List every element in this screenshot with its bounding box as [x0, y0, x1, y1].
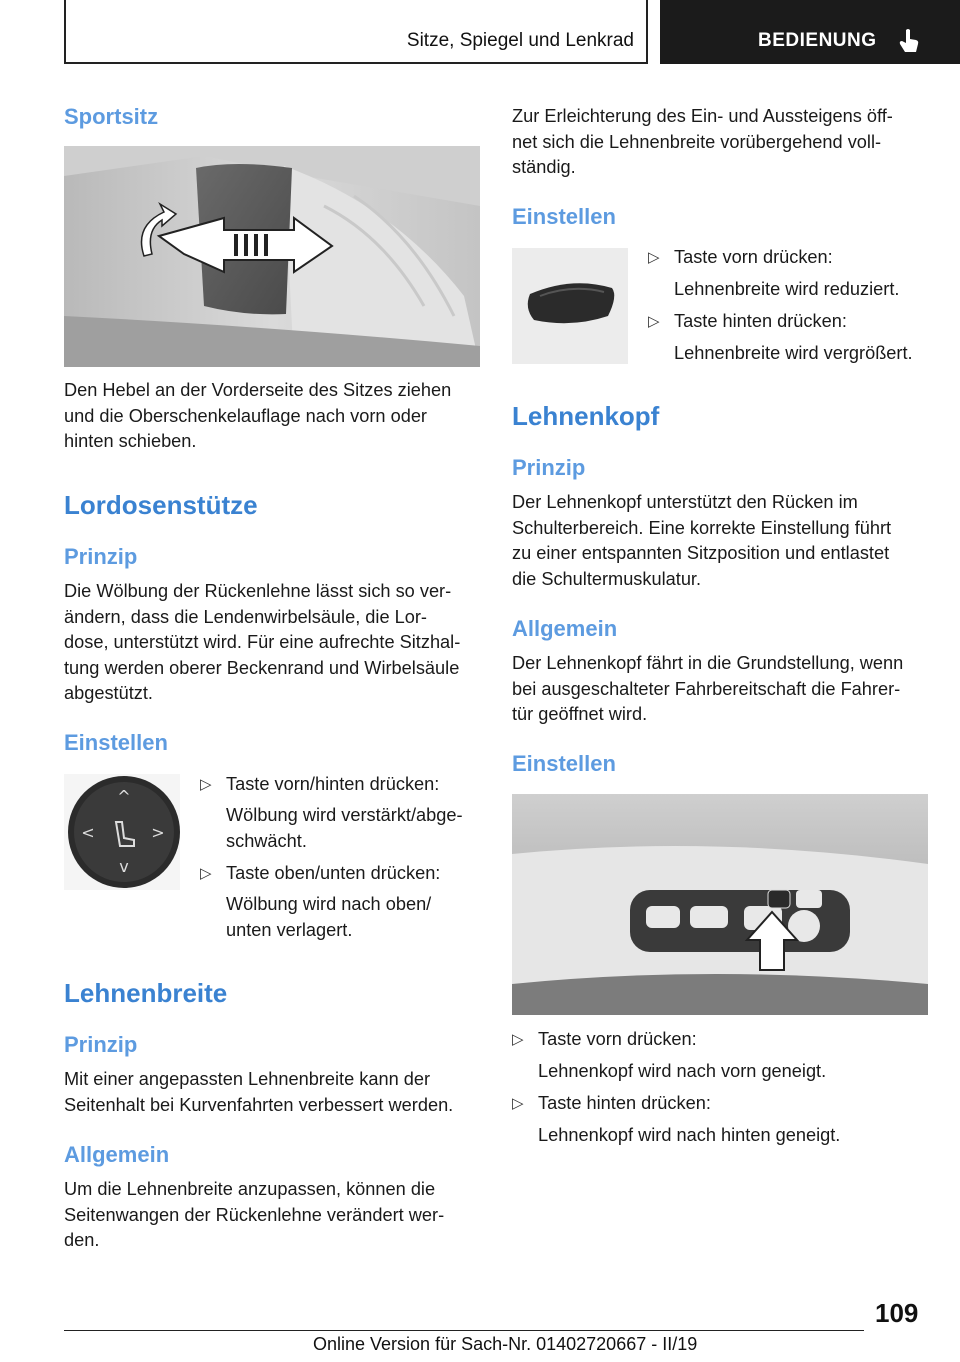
- header-section-box: [64, 0, 648, 64]
- lehnenkopf-prinzip-heading: Prinzip: [512, 455, 586, 480]
- triangle-bullet-icon: ▷: [200, 865, 212, 882]
- lumbar-control-button-photo: [64, 774, 180, 890]
- lehnenbreite-prinzip-heading: Prinzip: [64, 1032, 138, 1057]
- lordose-prinzip-heading: Prinzip: [64, 544, 138, 569]
- lordose-prinzip-text: Die Wölbung der Rückenlehne lässt sich so ver- ändern, dass die Lendenwirbelsäule, die Lor- dose, unterstützt wird. Für eine aufrechte Sitzhal- tung werden oberer Beckenrand und Wirbelsäule abgestützt.: [64, 581, 461, 703]
- sportsitz-heading: Sportsitz: [64, 104, 159, 129]
- lehnenbreite-heading: Lehnenbreite: [64, 978, 228, 1008]
- lehnenbreite-intro-text: Zur Erleichterung des Ein- und Aussteigens öff- net sich die Lehnenbreite vorübergehend voll- ständig.: [512, 106, 893, 177]
- lehnenbreite-allgemein-text: Um die Lehnenbreite anzupassen, können die Seitenwangen der Rückenlehne verändert wer- den.: [64, 1179, 445, 1250]
- seat-control-panel-photo: [512, 794, 928, 1015]
- triangle-bullet-icon: ▷: [200, 776, 212, 793]
- lordose-einstellen-heading: Einstellen: [64, 730, 168, 755]
- list-item-subtext: Wölbung wird verstärkt/abge- schwächt.: [226, 805, 463, 851]
- triangle-bullet-icon: ▷: [648, 249, 660, 266]
- lehnenkopf-allgemein-heading: Allgemein: [512, 616, 618, 641]
- list-item-subtext: Wölbung wird nach oben/ unten verlagert.: [226, 894, 432, 940]
- page-number: 109: [875, 1298, 919, 1328]
- sportsitz-text: Den Hebel an der Vorderseite des Sitzes ziehen und die Oberschenkelauflage nach vorn oder hinten schieben.: [64, 380, 452, 451]
- list-item-text: Taste oben/unten drücken:: [226, 863, 441, 883]
- lehnenkopf-heading: Lehnenkopf: [512, 401, 660, 431]
- list-item-subtext: Lehnenkopf wird nach vorn geneigt.: [538, 1061, 827, 1081]
- list-item-text: Taste vorn drücken:: [538, 1029, 697, 1049]
- lordose-heading: Lordosenstütze: [64, 490, 258, 520]
- pointing-hand-icon: [898, 28, 920, 54]
- triangle-bullet-icon: ▷: [512, 1095, 524, 1112]
- footer-divider: [64, 1330, 864, 1331]
- lehnenkopf-prinzip-text: Der Lehnenkopf unterstützt den Rücken im Schulterbereich. Eine korrekte Einstellung führt zu einer entspannten Sitzposition und entlastet die Schultermuskulatur.: [512, 492, 892, 589]
- seat-thigh-support-lever-photo: [64, 146, 480, 367]
- list-item-text: Taste hinten drücken:: [674, 311, 847, 331]
- list-item-text: Taste hinten drücken:: [538, 1093, 711, 1113]
- svg-text:v: v: [119, 857, 129, 876]
- lehnenbreite-allgemein-heading: Allgemein: [64, 1142, 170, 1167]
- backrest-width-button-photo: [512, 248, 628, 364]
- list-item-text: Taste vorn/hinten drücken:: [226, 774, 440, 794]
- header-chapter-title: BEDIENUNG: [758, 30, 877, 51]
- triangle-bullet-icon: ▷: [512, 1031, 524, 1048]
- svg-text:^: ^: [117, 787, 131, 806]
- list-item-subtext: Lehnenbreite wird reduziert.: [674, 279, 900, 299]
- svg-text:<: <: [81, 823, 95, 842]
- list-item-text: Taste vorn drücken:: [674, 247, 833, 267]
- svg-text:>: >: [151, 823, 165, 842]
- lehnenkopf-einstellen-heading: Einstellen: [512, 751, 616, 776]
- lehnenbreite-prinzip-text: Mit einer angepassten Lehnenbreite kann der Seitenhalt bei Kurvenfahrten verbessert werden.: [64, 1069, 454, 1115]
- footer-text: Online Version für Sach-Nr. 01402720667 - II/19: [313, 1334, 698, 1354]
- lehnenbreite-einstellen-heading: Einstellen: [512, 204, 616, 229]
- list-item-subtext: Lehnenbreite wird vergrößert.: [674, 343, 913, 363]
- header-section-title: Sitze, Spiegel und Lenkrad: [406, 30, 634, 51]
- triangle-bullet-icon: ▷: [648, 313, 660, 330]
- header-chapter-box: [660, 0, 960, 64]
- list-item-subtext: Lehnenkopf wird nach hinten geneigt.: [538, 1125, 841, 1145]
- lehnenkopf-allgemein-text: Der Lehnenkopf fährt in die Grundstellung, wenn bei ausgeschalteter Fahrbereitschaft die Fahrer- tür geöffnet wird.: [512, 653, 904, 724]
